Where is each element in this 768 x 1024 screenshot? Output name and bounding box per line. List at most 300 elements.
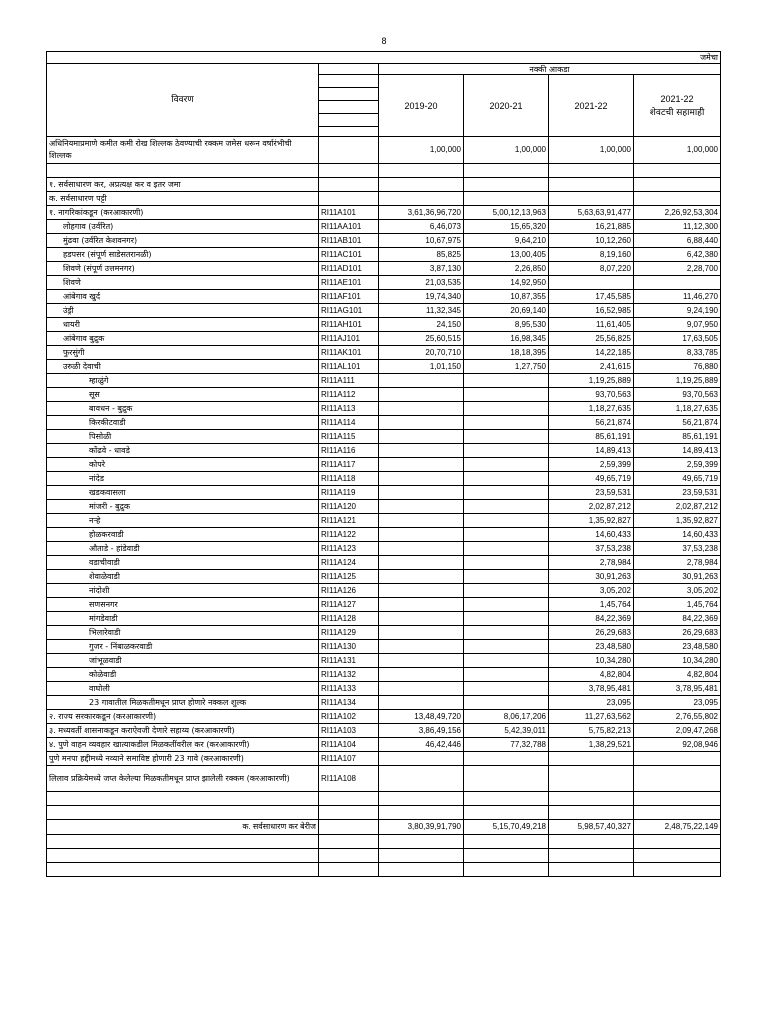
row-value: 4,82,804 [549, 668, 634, 682]
row-code: RI11A120 [319, 500, 379, 514]
row-value: 49,65,719 [634, 472, 721, 486]
row-code: RI11AE101 [319, 276, 379, 290]
row-code: RI11A107 [319, 752, 379, 766]
header-year-last [634, 75, 721, 137]
row-code: RI11A125 [319, 570, 379, 584]
table-row [47, 346, 721, 360]
row-value: 1,01,150 [379, 360, 464, 374]
row-label: जांभूळवाडी [47, 654, 319, 668]
row-value: 85,825 [379, 248, 464, 262]
spacer-row [47, 806, 721, 820]
row-value: 3,87,130 [379, 262, 464, 276]
header-year-1: 2019-20 [379, 75, 464, 137]
row-value [379, 514, 464, 528]
row-value: 85,61,191 [549, 430, 634, 444]
row-value: 3,78,95,481 [549, 682, 634, 696]
spacer-row [47, 792, 721, 806]
table-row [47, 332, 721, 346]
row-label: लोहगाव (उर्वरित) [47, 220, 319, 234]
table-row [47, 542, 721, 556]
opening-balance-row [47, 137, 721, 164]
row-code: RI11AD101 [319, 262, 379, 276]
row-value [379, 388, 464, 402]
row-value: 76,880 [634, 360, 721, 374]
row-value: 23,59,531 [549, 486, 634, 500]
row-value: 2,02,87,212 [634, 500, 721, 514]
row-value [464, 458, 549, 472]
header-code-subcell [319, 75, 379, 137]
row-code: RI11A102 [319, 710, 379, 724]
row-value [379, 556, 464, 570]
row-value [379, 374, 464, 388]
table-row [47, 276, 721, 290]
row-label: वाघोली [47, 682, 319, 696]
spacer-row [47, 849, 721, 863]
row-value: 19,74,340 [379, 290, 464, 304]
total-row [47, 820, 721, 835]
table-row [47, 486, 721, 500]
opening-balance-label: अधिनियमाप्रमाणे कमीत कमी रोख शिल्लक ठेवण्याची रक्कम जमेस धरून वर्षारंभीची शिल्लक [47, 137, 319, 164]
row-value: 8,19,160 [549, 248, 634, 262]
row-code: RI11AF101 [319, 290, 379, 304]
row-value: 17,63,505 [634, 332, 721, 346]
row-code: RI11A127 [319, 598, 379, 612]
header-year-last-line1: 2021-22 [660, 93, 694, 104]
header-group-row [47, 64, 721, 75]
row-label: कोपरे [47, 458, 319, 472]
row-value: 26,29,683 [634, 626, 721, 640]
row-value [464, 752, 549, 766]
section-row [47, 192, 721, 206]
row-value: 10,12,260 [549, 234, 634, 248]
row-label: होळकरवाडी [47, 528, 319, 542]
row-value: 10,34,280 [549, 654, 634, 668]
row-value: 13,00,405 [464, 248, 549, 262]
table-row [47, 374, 721, 388]
row-label: नऱ्हे [47, 514, 319, 528]
section-label-1: १. सर्वसाधारण कर, अप्रत्यक्ष कर व इतर जमा [47, 178, 319, 192]
row-label: मुंढवा (उर्वरित केशवनगर) [47, 234, 319, 248]
row-value: 1,19,25,889 [549, 374, 634, 388]
row-value: 16,21,885 [549, 220, 634, 234]
spacer-row [47, 863, 721, 877]
row-value: 3,86,49,156 [379, 724, 464, 738]
table-row [47, 248, 721, 262]
row-value: 14,92,950 [464, 276, 549, 290]
row-value: 2,26,850 [464, 262, 549, 276]
row-label: उंड्री [47, 304, 319, 318]
row-code: RI11AG101 [319, 304, 379, 318]
row-value [464, 696, 549, 710]
table-row [47, 262, 721, 276]
row-label: २. राज्य सरकारकडून (करआकारणी) [47, 710, 319, 724]
row-value: 24,150 [379, 318, 464, 332]
row-value: 11,27,63,562 [549, 710, 634, 724]
row-label: बावधन - बुद्रुक [47, 402, 319, 416]
row-value: 10,67,975 [379, 234, 464, 248]
row-code: RI11AJ101 [319, 332, 379, 346]
table-row [47, 626, 721, 640]
row-value [464, 570, 549, 584]
row-value [464, 444, 549, 458]
total-value-3: 5,98,57,40,327 [549, 820, 634, 835]
row-code: RI11AC101 [319, 248, 379, 262]
row-code: RI11AK101 [319, 346, 379, 360]
row-value [464, 374, 549, 388]
row-value [379, 430, 464, 444]
row-value: 8,33,785 [634, 346, 721, 360]
row-value: 21,03,535 [379, 276, 464, 290]
row-code: RI11A129 [319, 626, 379, 640]
row-value: 18,18,395 [464, 346, 549, 360]
table-row [47, 234, 721, 248]
row-value [379, 542, 464, 556]
row-label: धायरी [47, 318, 319, 332]
row-value: 10,87,355 [464, 290, 549, 304]
row-value [464, 682, 549, 696]
row-value: 3,61,36,96,720 [379, 206, 464, 220]
row-value: 23,48,580 [634, 640, 721, 654]
table-row [47, 682, 721, 696]
table-row [47, 304, 721, 318]
table-row [47, 388, 721, 402]
row-value: 46,42,446 [379, 738, 464, 752]
row-value [379, 668, 464, 682]
row-value: 1,45,764 [634, 598, 721, 612]
row-value: 26,29,683 [549, 626, 634, 640]
auction-row [47, 766, 721, 792]
row-code: RI11A118 [319, 472, 379, 486]
row-value: 14,60,433 [634, 528, 721, 542]
row-value [379, 752, 464, 766]
row-value: 2,78,984 [634, 556, 721, 570]
row-label: 23 गावातील मिळकतीमधून प्राप्त होणारे नक्कल शुल्क [47, 696, 319, 710]
table-row [47, 402, 721, 416]
row-value: 9,24,190 [634, 304, 721, 318]
row-value: 11,61,405 [549, 318, 634, 332]
row-value [464, 598, 549, 612]
table-row [47, 206, 721, 220]
row-value [464, 556, 549, 570]
row-code: RI11A114 [319, 416, 379, 430]
row-value: 11,12,300 [634, 220, 721, 234]
row-value: 1,18,27,635 [549, 402, 634, 416]
row-value: 6,46,073 [379, 220, 464, 234]
row-value [379, 682, 464, 696]
row-code: RI11A130 [319, 640, 379, 654]
table-row [47, 318, 721, 332]
row-value: 37,53,238 [634, 542, 721, 556]
row-value [379, 598, 464, 612]
row-label: औताडे - हांडेवाडी [47, 542, 319, 556]
row-label: कोळेवाडी [47, 668, 319, 682]
table-row [47, 360, 721, 374]
total-label: क. सर्वसाधारण कर बेरीज [47, 820, 319, 835]
table-row [47, 430, 721, 444]
row-value: 2,59,399 [634, 458, 721, 472]
table-row [47, 472, 721, 486]
table-row [47, 458, 721, 472]
row-value: 8,95,530 [464, 318, 549, 332]
spacer-row [47, 164, 721, 178]
row-value [379, 696, 464, 710]
row-value: 23,48,580 [549, 640, 634, 654]
row-value: 5,42,39,011 [464, 724, 549, 738]
row-value: 2,76,55,802 [634, 710, 721, 724]
row-code: RI11A124 [319, 556, 379, 570]
row-value [549, 276, 634, 290]
row-value: 2,59,399 [549, 458, 634, 472]
table-row [47, 220, 721, 234]
auction-label: लिलाव प्रक्रियेमध्ये जप्त केलेल्या मिळकतीमधून प्राप्त झालेली रक्कम (करआकारणी) [47, 766, 319, 792]
row-value [379, 654, 464, 668]
row-value: 1,19,25,889 [634, 374, 721, 388]
row-label: शिवणे [47, 276, 319, 290]
table-row [47, 290, 721, 304]
row-value [379, 416, 464, 430]
row-value [379, 402, 464, 416]
row-code: RI11AA101 [319, 220, 379, 234]
row-value: 8,06,17,206 [464, 710, 549, 724]
row-label: पिसोळी [47, 430, 319, 444]
row-value: 56,21,874 [549, 416, 634, 430]
row-value [464, 402, 549, 416]
row-value: 5,63,63,91,477 [549, 206, 634, 220]
row-label: शिवणे (संपूर्ण उत्तमनगर) [47, 262, 319, 276]
row-value: 1,27,750 [464, 360, 549, 374]
header-col-title: विवरण [47, 64, 319, 137]
table-row [47, 752, 721, 766]
row-value: 20,70,710 [379, 346, 464, 360]
header-year-2: 2020-21 [464, 75, 549, 137]
opening-value-1: 1,00,000 [379, 137, 464, 164]
row-label: नांदोशी [47, 584, 319, 598]
row-value [464, 612, 549, 626]
row-value: 1,45,764 [549, 598, 634, 612]
row-label: ३. मध्यवर्ती शासनाकडून कराऐवजी देणारे सहाय्य (करआकारणी) [47, 724, 319, 738]
row-value: 25,56,825 [549, 332, 634, 346]
row-code: RI11A121 [319, 514, 379, 528]
row-code: RI11A131 [319, 654, 379, 668]
row-code: RI11A116 [319, 444, 379, 458]
row-code: RI11AL101 [319, 360, 379, 374]
row-code: RI11A126 [319, 584, 379, 598]
table-row [47, 570, 721, 584]
header-year-3: 2021-22 [549, 75, 634, 137]
row-value: 2,09,47,268 [634, 724, 721, 738]
table-row [47, 584, 721, 598]
row-value: 20,69,140 [464, 304, 549, 318]
row-value: 93,70,563 [549, 388, 634, 402]
row-value: 9,07,950 [634, 318, 721, 332]
row-label: फुरसुंगी [47, 346, 319, 360]
row-value [379, 500, 464, 514]
row-value: 77,32,788 [464, 738, 549, 752]
row-value: 6,42,380 [634, 248, 721, 262]
total-value-2: 5,15,70,49,218 [464, 820, 549, 835]
table-row [47, 514, 721, 528]
row-label: १. नागरिकांकडून (करआकारणी) [47, 206, 319, 220]
row-value: 14,89,413 [634, 444, 721, 458]
section-label-2: क. सर्वसाधारण पट्टी [47, 192, 319, 206]
row-value [464, 640, 549, 654]
row-value: 23,095 [634, 696, 721, 710]
row-value: 4,82,804 [634, 668, 721, 682]
row-value: 14,89,413 [549, 444, 634, 458]
table-row [47, 598, 721, 612]
row-code: RI11A112 [319, 388, 379, 402]
row-value: 5,75,82,213 [549, 724, 634, 738]
row-value: 3,05,202 [549, 584, 634, 598]
row-value: 37,53,238 [549, 542, 634, 556]
row-value: 1,35,92,827 [549, 514, 634, 528]
row-value: 2,41,615 [549, 360, 634, 374]
row-code: RI11A101 [319, 206, 379, 220]
row-value: 84,22,369 [634, 612, 721, 626]
row-value [464, 430, 549, 444]
row-code: RI11AH101 [319, 318, 379, 332]
row-value: 1,18,27,635 [634, 402, 721, 416]
row-value: 16,52,985 [549, 304, 634, 318]
table-row [47, 738, 721, 752]
row-label: नांदेड [47, 472, 319, 486]
row-value: 23,095 [549, 696, 634, 710]
row-value [379, 612, 464, 626]
row-value [634, 752, 721, 766]
header-group-label: नक्की आकडा [379, 64, 721, 75]
row-code: RI11A122 [319, 528, 379, 542]
table-row [47, 710, 721, 724]
row-value: 6,88,440 [634, 234, 721, 248]
row-value [464, 388, 549, 402]
row-label: आंबेगाव बुद्रुक [47, 332, 319, 346]
row-value [379, 444, 464, 458]
row-value: 14,60,433 [549, 528, 634, 542]
row-label: वडाचीवाडी [47, 556, 319, 570]
row-value [464, 584, 549, 598]
row-value: 23,59,531 [634, 486, 721, 500]
row-value: 15,65,320 [464, 220, 549, 234]
row-code: RI11A103 [319, 724, 379, 738]
row-value: 1,35,92,827 [634, 514, 721, 528]
table-row [47, 528, 721, 542]
row-code: RI11A134 [319, 696, 379, 710]
auction-code: RI11A108 [319, 766, 379, 792]
row-value [379, 528, 464, 542]
row-label: पुणे मनपा हद्दीमध्ये नव्याने समाविष्ट होणारी 23 गावे (करआकारणी) [47, 752, 319, 766]
row-label: आंबेगाव खुर्द [47, 290, 319, 304]
table-row [47, 444, 721, 458]
row-value: 8,07,220 [549, 262, 634, 276]
header-right-label-row [47, 52, 721, 64]
row-value [464, 472, 549, 486]
row-value [464, 542, 549, 556]
row-value [379, 584, 464, 598]
row-value: 17,45,585 [549, 290, 634, 304]
row-value: 84,22,369 [549, 612, 634, 626]
table-row [47, 696, 721, 710]
row-value: 10,34,280 [634, 654, 721, 668]
row-code: RI11A115 [319, 430, 379, 444]
row-code: RI11AB101 [319, 234, 379, 248]
row-label: म्हाळुंगे [47, 374, 319, 388]
row-value: 11,46,270 [634, 290, 721, 304]
row-value: 14,22,185 [549, 346, 634, 360]
row-label: सणसनगर [47, 598, 319, 612]
row-value: 2,02,87,212 [549, 500, 634, 514]
row-code: RI11A113 [319, 402, 379, 416]
table-row [47, 724, 721, 738]
row-label: मांगडेवाडी [47, 612, 319, 626]
row-value: 2,28,700 [634, 262, 721, 276]
row-value [379, 458, 464, 472]
page-number: 8 [381, 36, 387, 46]
row-value [379, 640, 464, 654]
row-label: कोंढवे - धावडे [47, 444, 319, 458]
row-value [464, 668, 549, 682]
row-value [464, 416, 549, 430]
table-row [47, 654, 721, 668]
row-value: 13,48,49,720 [379, 710, 464, 724]
row-value [379, 626, 464, 640]
row-value [464, 654, 549, 668]
row-code: RI11A104 [319, 738, 379, 752]
row-value: 2,78,984 [549, 556, 634, 570]
row-value [464, 500, 549, 514]
row-code: RI11A133 [319, 682, 379, 696]
opening-value-2: 1,00,000 [464, 137, 549, 164]
row-label: ४. पुणे वाहन व्यवहार खात्याकडील मिळकतींवरील कर (करआकारणी) [47, 738, 319, 752]
row-code: RI11A132 [319, 668, 379, 682]
row-label: मांजरी - बुद्रुक [47, 500, 319, 514]
table-row [47, 556, 721, 570]
row-value [464, 528, 549, 542]
row-label: खडकवासला [47, 486, 319, 500]
header-right-label: जमेचा [700, 52, 718, 62]
row-value [379, 486, 464, 500]
row-label: हडपसर (संपूर्ण साडेसतरानळी) [47, 248, 319, 262]
row-value [379, 570, 464, 584]
section-row [47, 178, 721, 192]
row-value: 85,61,191 [634, 430, 721, 444]
row-value: 49,65,719 [549, 472, 634, 486]
row-code: RI11A117 [319, 458, 379, 472]
row-value: 56,21,874 [634, 416, 721, 430]
budget-table [46, 51, 721, 877]
header-code-cell [319, 64, 379, 75]
row-code: RI11A128 [319, 612, 379, 626]
row-label: गुजर - निंबाळकरवाडी [47, 640, 319, 654]
table-row [47, 668, 721, 682]
row-value [464, 486, 549, 500]
header-year-last-line2: शेवटची सहामाही [649, 107, 705, 118]
row-label: भिलारेवाडी [47, 626, 319, 640]
total-value-1: 3,80,39,91,790 [379, 820, 464, 835]
row-value [549, 752, 634, 766]
row-value: 16,98,345 [464, 332, 549, 346]
row-value [464, 626, 549, 640]
row-code: RI11A123 [319, 542, 379, 556]
row-value: 5,00,12,13,963 [464, 206, 549, 220]
total-value-4: 2,48,75,22,149 [634, 820, 721, 835]
spacer-row [47, 835, 721, 849]
table-row [47, 640, 721, 654]
row-value: 11,32,345 [379, 304, 464, 318]
row-label: शेवाळेवाडी [47, 570, 319, 584]
table-row [47, 500, 721, 514]
row-value [634, 276, 721, 290]
row-value [379, 472, 464, 486]
